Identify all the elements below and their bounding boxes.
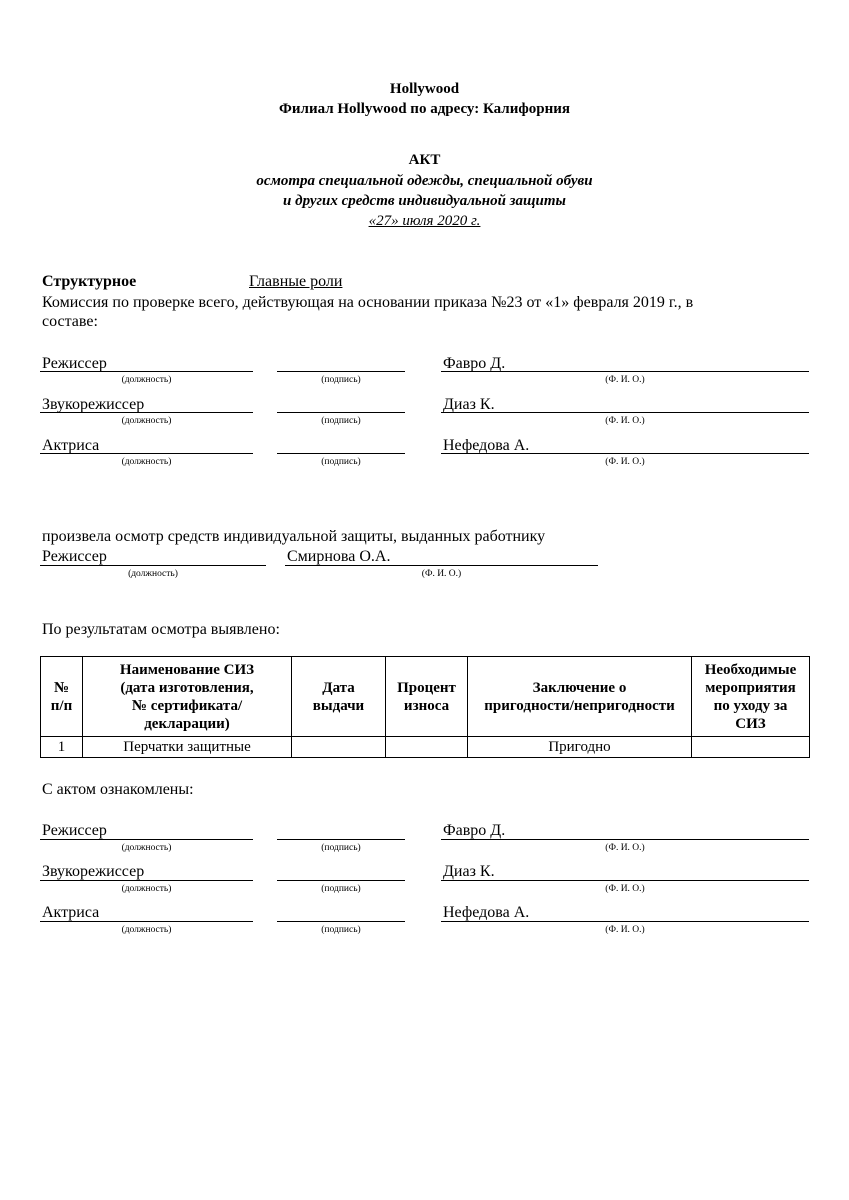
- signature-line: [277, 839, 405, 840]
- col-header-date: Дата выдачи: [292, 657, 386, 737]
- col-header-conclusion: Заключение о пригодности/непригодности: [468, 657, 692, 737]
- results-label: По результатам осмотра выявлено:: [42, 621, 280, 638]
- acquainted-label: С актом ознакомлены:: [42, 781, 194, 798]
- signature-caption: (подпись): [321, 375, 361, 385]
- member-position: Актриса: [42, 437, 100, 454]
- fio-caption: (Ф. И. О.): [421, 569, 462, 579]
- col-header-num: № п/п: [41, 657, 83, 737]
- commission-text-line1: Комиссия по проверке всего, действующая на основании приказа №23 от «1» февраля 2019 г., в: [42, 294, 694, 311]
- position-caption: (должность): [121, 843, 172, 853]
- acq-position: Актриса: [42, 904, 100, 921]
- position-caption: (должность): [121, 375, 172, 385]
- cell-wear: [386, 737, 468, 758]
- col-header-wear: Процент износа: [386, 657, 468, 737]
- member-name: Нефедова А.: [443, 437, 530, 454]
- member-position: Режиссер: [42, 355, 107, 372]
- member-position: Звукорежиссер: [42, 396, 145, 413]
- act-date: «27» июля 2020 г.: [368, 213, 481, 229]
- signature-line: [277, 453, 405, 454]
- position-caption: (должность): [121, 416, 172, 426]
- acq-position: Звукорежиссер: [42, 863, 145, 880]
- act-title: АКТ: [408, 152, 441, 168]
- signature-line: [277, 921, 405, 922]
- fio-caption: (Ф. И. О.): [605, 884, 645, 894]
- col-header-name: Наименование СИЗ (дата изготовления, № сертификата/ декларации): [83, 657, 292, 737]
- cell-date: [292, 737, 386, 758]
- branch-address: Филиал Hollywood по адресу: Калифорния: [279, 101, 570, 117]
- table-row: [41, 737, 810, 758]
- unit-value: Главные роли: [249, 273, 343, 290]
- act-subtitle-line1: осмотра специальной одежды, специальной обуви: [256, 173, 593, 189]
- signature-line: [277, 371, 405, 372]
- signature-caption: (подпись): [321, 884, 361, 894]
- signature-line: [277, 880, 405, 881]
- acq-name: Фавро Д.: [443, 822, 506, 839]
- worker-position: Режиссер: [42, 548, 107, 565]
- acq-name: Диаз К.: [443, 863, 495, 880]
- org-name: Hollywood: [389, 81, 460, 97]
- cell-name: Перчатки защитные: [83, 737, 292, 758]
- table-header-row: [41, 657, 810, 737]
- commission-text-line2: составе:: [42, 313, 98, 330]
- fio-caption: (Ф. И. О.): [605, 375, 645, 385]
- inspection-text: произвела осмотр средств индивидуальной защиты, выданных работнику: [42, 528, 546, 545]
- cell-measures: [692, 737, 810, 758]
- col-header-measures: Необходимые мероприятия по уходу за СИЗ: [692, 657, 810, 737]
- signature-caption: (подпись): [321, 457, 361, 467]
- signature-caption: (подпись): [321, 843, 361, 853]
- worker-name: Смирнова О.А.: [287, 548, 391, 565]
- fio-caption: (Ф. И. О.): [605, 416, 645, 426]
- acq-position: Режиссер: [42, 822, 107, 839]
- unit-label: Структурное: [42, 273, 137, 290]
- signature-line: [277, 412, 405, 413]
- member-name: Диаз К.: [443, 396, 495, 413]
- signature-caption: (подпись): [321, 925, 361, 935]
- member-name: Фавро Д.: [443, 355, 506, 372]
- position-caption: (должность): [121, 884, 172, 894]
- fio-caption: (Ф. И. О.): [605, 843, 645, 853]
- cell-conclusion: Пригодно: [468, 737, 692, 758]
- ppe-table: [40, 656, 810, 758]
- position-caption: (должность): [121, 925, 172, 935]
- fio-caption: (Ф. И. О.): [605, 925, 645, 935]
- act-subtitle-line2: и других средств индивидуальной защиты: [283, 193, 566, 209]
- position-caption: (должность): [121, 457, 172, 467]
- acq-name: Нефедова А.: [443, 904, 530, 921]
- position-caption: (должность): [128, 569, 178, 579]
- fio-caption: (Ф. И. О.): [605, 457, 645, 467]
- cell-num: 1: [41, 737, 83, 758]
- signature-caption: (подпись): [321, 416, 361, 426]
